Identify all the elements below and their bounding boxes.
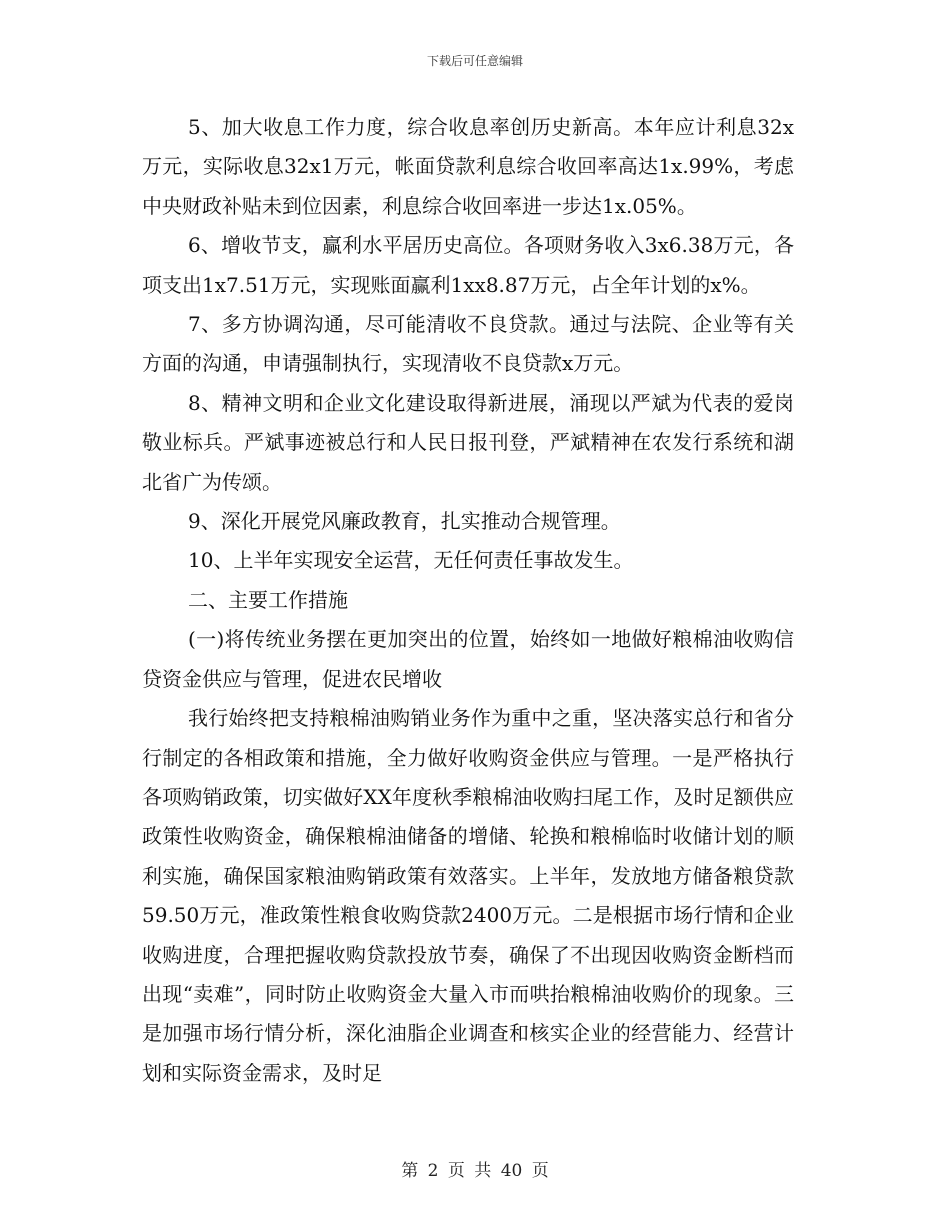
- paragraph-safety: 10、上半年实现安全运营，无任何责任事故发生。: [188, 548, 634, 573]
- subsection-heading-traditional-business: (一)将传统业务摆在更加突出的位置，始终如一地做好粮棉油收购信贷资金供应与管理，促进农民增收: [142, 627, 794, 691]
- paragraph-grain-purchase: 我行始终把支持粮棉油购销业务作为重中之重，坚决落实总行和省分行制定的各相政策和措施，全力做好收购资金供应与管理。一是严格执行各项购销政策，切实做好XX年度秋季粮棉油收购扫尾工作，及时足额供应政策性收购资金，确保粮棉油储备的增储、轮换和粮棉临时收储计划的顺利实施，确保国家粮油购销政策有效落实。上半年，发放地方储备粮贷款59.50万元，准政策性粮食收购贷款2400万元。二是根据市场行情和企业收购进度，合理把握收购贷款投放节奏，确保了不出现因收购资金断档而出现“卖难”，同时防止收购资金大量入市而哄抬粮棉油收购价的现象。三是加强市场行情分析，深化油脂企业调查和核实企业的经营能力、经营计划和实际资金需求，及时足: [142, 706, 794, 1085]
- paragraph-compliance: 9、深化开展党风廉政教育，扎实推动合规管理。: [188, 509, 621, 534]
- page-header: 下载后可任意编辑: [426, 54, 523, 68]
- section-heading-measures: 二、主要工作措施: [188, 587, 348, 612]
- paragraph-culture: 8、精神文明和企业文化建设取得新进展，涌现以严斌为代表的爱岗敬业标兵。严斌事迹被总行和人民日报刊登，严斌精神在农发行系统和湖北省广为传颂。: [142, 390, 794, 494]
- paragraph-income-interest: 5、加大收息工作力度，综合收息率创历史新高。本年应计利息32x万元，实际收息32x1万元，帐面贷款利息综合收回率高达1x.99%，考虑中央财政补贴未到位因素，利息综合收回率进一步达1x.05%。: [142, 115, 794, 218]
- page-number: 第 2 页 共 40 页: [401, 1161, 549, 1181]
- document-body: [142, 108, 794, 1093]
- paragraph-profit: 6、增收节支，赢利水平居历史高位。各项财务收入3x6.38万元，各项支出1x7.51万元，实现账面赢利1xx8.87万元，占全年计划的x%。: [142, 233, 794, 297]
- paragraph-bad-loans: 7、多方协调沟通，尽可能清收不良贷款。通过与法院、企业等有关方面的沟通，申请强制执行，实现清收不良贷款x万元。: [142, 312, 794, 376]
